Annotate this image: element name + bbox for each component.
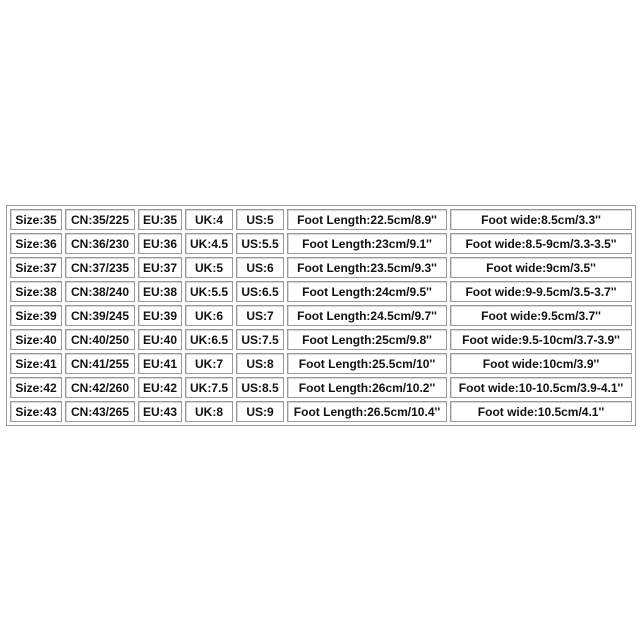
uk-cell: UK:7.5 [185, 377, 233, 398]
cn-cell: CN:43/265 [65, 401, 135, 422]
uk-cell: UK:5.5 [185, 281, 233, 302]
foot-wide-cell: Foot wide:8.5-9cm/3.3-3.5'' [450, 233, 632, 254]
us-cell: US:5 [236, 209, 284, 230]
eu-cell: EU:37 [138, 257, 182, 278]
foot-wide-cell: Foot wide:8.5cm/3.3'' [450, 209, 632, 230]
foot-wide-cell: Foot wide:9.5cm/3.7'' [450, 305, 632, 326]
eu-cell: EU:43 [138, 401, 182, 422]
foot-length-cell: Foot Length:24.5cm/9.7'' [287, 305, 447, 326]
table-row [10, 305, 632, 326]
size-chart-body [10, 209, 632, 422]
table-row [10, 209, 632, 230]
eu-cell: EU:40 [138, 329, 182, 350]
table-row [10, 281, 632, 302]
foot-length-cell: Foot Length:23cm/9.1'' [287, 233, 447, 254]
us-cell: US:9 [236, 401, 284, 422]
eu-cell: EU:42 [138, 377, 182, 398]
cn-cell: CN:41/255 [65, 353, 135, 374]
size-chart-table [6, 205, 636, 426]
foot-wide-cell: Foot wide:9-9.5cm/3.5-3.7'' [450, 281, 632, 302]
size-cell: Size:38 [10, 281, 62, 302]
uk-cell: UK:7 [185, 353, 233, 374]
table-row [10, 353, 632, 374]
cn-cell: CN:42/260 [65, 377, 135, 398]
size-cell: Size:40 [10, 329, 62, 350]
foot-wide-cell: Foot wide:10.5cm/4.1'' [450, 401, 632, 422]
us-cell: US:6.5 [236, 281, 284, 302]
size-cell: Size:41 [10, 353, 62, 374]
uk-cell: UK:4.5 [185, 233, 233, 254]
foot-length-cell: Foot Length:26.5cm/10.4'' [287, 401, 447, 422]
us-cell: US:6 [236, 257, 284, 278]
eu-cell: EU:38 [138, 281, 182, 302]
foot-wide-cell: Foot wide:10cm/3.9'' [450, 353, 632, 374]
cn-cell: CN:35/225 [65, 209, 135, 230]
foot-wide-cell: Foot wide:10-10.5cm/3.9-4.1'' [450, 377, 632, 398]
cn-cell: CN:37/235 [65, 257, 135, 278]
uk-cell: UK:4 [185, 209, 233, 230]
us-cell: US:7 [236, 305, 284, 326]
size-cell: Size:42 [10, 377, 62, 398]
us-cell: US:8 [236, 353, 284, 374]
eu-cell: EU:36 [138, 233, 182, 254]
uk-cell: UK:6.5 [185, 329, 233, 350]
eu-cell: EU:39 [138, 305, 182, 326]
cn-cell: CN:40/250 [65, 329, 135, 350]
foot-wide-cell: Foot wide:9cm/3.5'' [450, 257, 632, 278]
cn-cell: CN:39/245 [65, 305, 135, 326]
eu-cell: EU:41 [138, 353, 182, 374]
eu-cell: EU:35 [138, 209, 182, 230]
table-row [10, 257, 632, 278]
size-cell: Size:36 [10, 233, 62, 254]
foot-length-cell: Foot Length:23.5cm/9.3'' [287, 257, 447, 278]
foot-length-cell: Foot Length:22.5cm/8.9'' [287, 209, 447, 230]
cn-cell: CN:38/240 [65, 281, 135, 302]
size-cell: Size:43 [10, 401, 62, 422]
table-row [10, 233, 632, 254]
us-cell: US:7.5 [236, 329, 284, 350]
us-cell: US:8.5 [236, 377, 284, 398]
foot-wide-cell: Foot wide:9.5-10cm/3.7-3.9'' [450, 329, 632, 350]
table-row [10, 329, 632, 350]
size-cell: Size:35 [10, 209, 62, 230]
uk-cell: UK:8 [185, 401, 233, 422]
foot-length-cell: Foot Length:26cm/10.2'' [287, 377, 447, 398]
foot-length-cell: Foot Length:24cm/9.5'' [287, 281, 447, 302]
cn-cell: CN:36/230 [65, 233, 135, 254]
us-cell: US:5.5 [236, 233, 284, 254]
table-row [10, 377, 632, 398]
uk-cell: UK:5 [185, 257, 233, 278]
size-cell: Size:39 [10, 305, 62, 326]
foot-length-cell: Foot Length:25cm/9.8'' [287, 329, 447, 350]
uk-cell: UK:6 [185, 305, 233, 326]
size-cell: Size:37 [10, 257, 62, 278]
foot-length-cell: Foot Length:25.5cm/10'' [287, 353, 447, 374]
table-row [10, 401, 632, 422]
